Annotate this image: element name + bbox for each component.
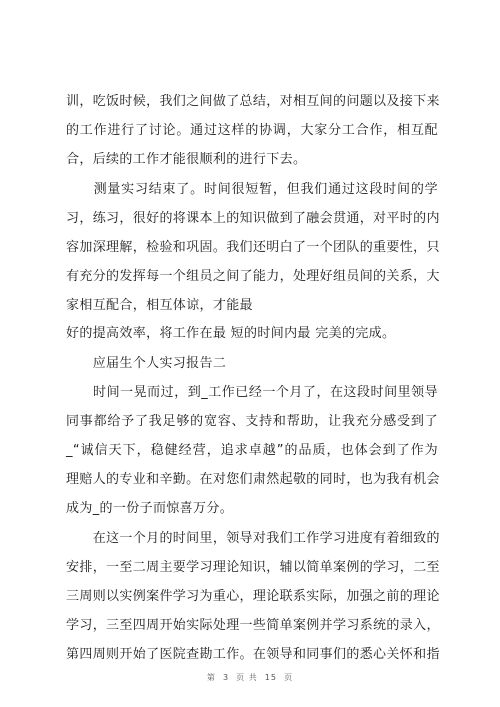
text-line: 安排，一至二周主要学习理论知识，辅以简单案例的学习，二至 <box>66 560 440 575</box>
text-line: 训，吃饭时候，我们之间做了总结，对相互间的问题以及接下来 <box>66 94 440 109</box>
section-heading: 应届生个人实习报告二 <box>66 356 227 371</box>
text-line: 同事都给予了我足够的宽容、支持和帮助，让我充分感受到了 <box>66 414 438 429</box>
text-line: 三周则以实例案件学习为重心，理论联系实际，加强之前的理论 <box>66 589 440 604</box>
text-line: 第四周则开始了医院查勘工作。在领导和同事们的悉心关怀和指 <box>66 647 440 662</box>
text-line: _“诚信天下，稳健经营，追求卓越”的品质，也体会到了作为 <box>66 443 438 458</box>
text-line: 的工作进行了讨论。通过这样的协调，大家分工合作，相互配 <box>66 123 438 138</box>
text-line: 容加深理解，检验和巩固。我们还明白了一个团队的重要性，只 <box>66 240 440 255</box>
text-line: 习，练习，很好的将课本上的知识做到了融会贯通，对平时的内 <box>66 211 440 226</box>
page-number-footer: 第 3 页 共 15 页 <box>206 673 294 682</box>
text-line: 在这一个月的时间里，领导对我们工作学习进度有着细致的 <box>66 531 440 546</box>
text-line: 合，后续的工作才能很顺利的进行下去。 <box>66 152 307 167</box>
text-line: 测量实习结束了。时间很短暂，但我们通过这段时间的学 <box>66 182 438 197</box>
text-line: 理赔人的专业和辛勤。在对您们肃然起敬的同时，也为我有机会 <box>66 472 440 487</box>
text-line: 学习，三至四周开始实际处理一些简单案例并学习系统的录入， <box>66 618 440 633</box>
text-line: 有充分的发挥每一个组员之间了能力，处理好组员间的关系，大 <box>66 269 440 284</box>
text-line: 家相互配合，相互体谅，才能最 <box>66 298 253 313</box>
text-line: 好的提高效率，将工作在最 短的时间内最 完美的完成。 <box>66 326 396 341</box>
text-line: 成为_的一份子而惊喜万分。 <box>66 501 234 516</box>
text-line: 时间一晃而过，到_工作已经一个月了，在这段时间里领导 <box>66 385 438 400</box>
